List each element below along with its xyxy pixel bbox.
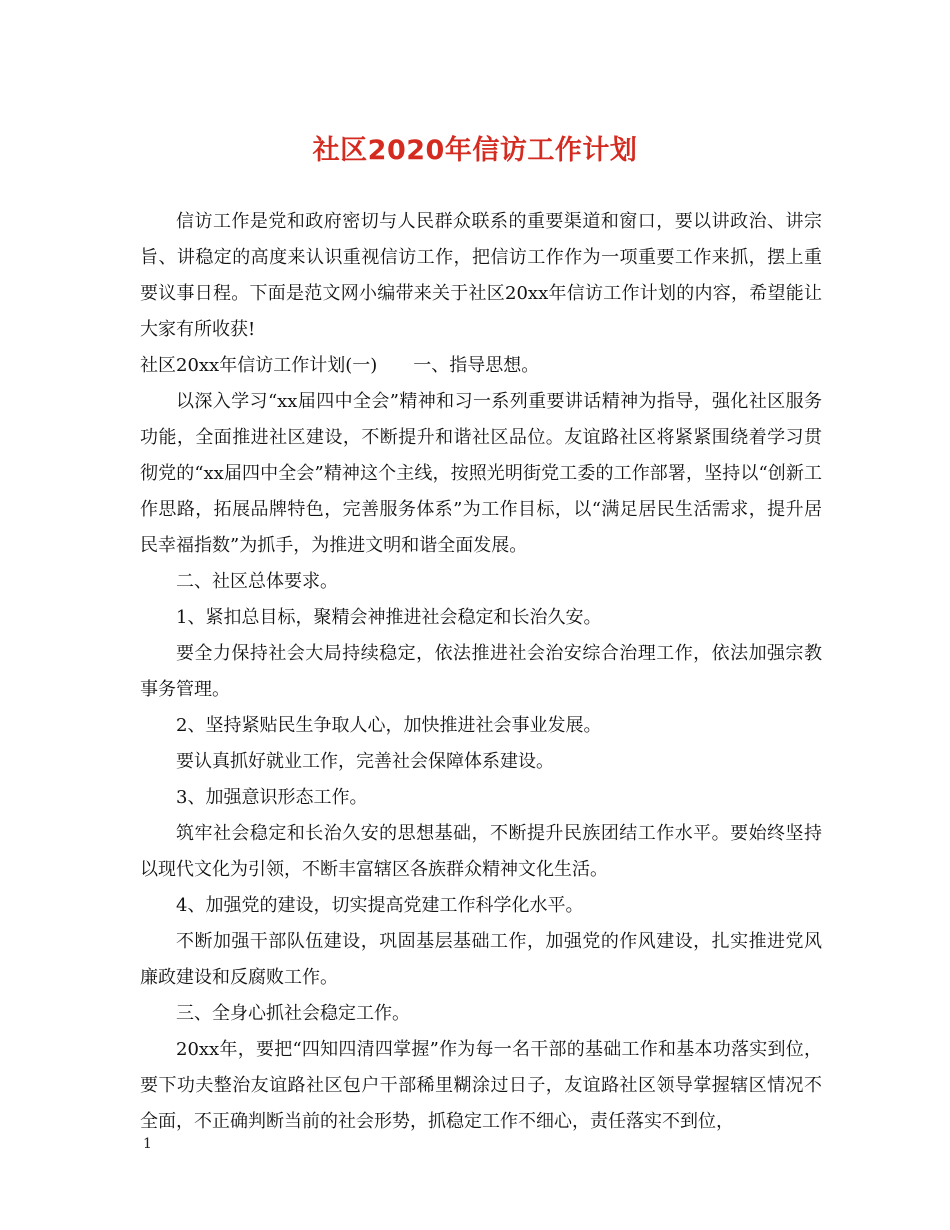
item-heading-3: 3、加强意识形态工作。	[176, 787, 368, 808]
document-title: 社区2020年信访工作计划	[312, 135, 638, 166]
page-number: 1	[143, 1136, 152, 1152]
section-heading-3: 三、全身心抓社会稳定工作。	[176, 1003, 410, 1024]
item-body-2: 要认真抓好就业工作，完善社会保障体系建设。	[176, 751, 554, 772]
plan-heading-line: 社区20xx年信访工作计划(一) 一、指导思想。	[140, 355, 540, 376]
item-body-3: 筑牢社会稳定和长治久安的思想基础，不断提升民族团结工作水平。要始终坚持以现代文化为引领，不断丰富辖区各族群众精神文化生活。	[140, 823, 822, 880]
item-heading-1: 1、紧扣总目标，聚精会神推进社会稳定和长治久安。	[176, 607, 602, 628]
item-heading-2: 2、坚持紧贴民生争取人心，加快推进社会事业发展。	[176, 715, 602, 736]
section-heading-2: 二、社区总体要求。	[176, 571, 338, 592]
intro-paragraph: 信访工作是党和政府密切与人民群众联系的重要渠道和窗口，要以讲政治、讲宗旨、讲稳定的高度来认识重视信访工作，把信访工作作为一项重要工作来抓，摆上重要议事日程。下面是范文网小编带来关于社区20xx年信访工作计划的内容，希望能让大家有所收获!	[140, 211, 822, 340]
guiding-thought-paragraph: 以深入学习“xx届四中全会”精神和习一系列重要讲话精神为指导，强化社区服务功能，全面推进社区建设，不断提升和谐社区品位。友谊路社区将紧紧围绕着学习贯彻党的“xx届四中全会”精神这个主线，按照光明街党工委的工作部署，坚持以“创新工作思路，拓展品牌特色，完善服务体系”为工作目标，以“满足居民生活需求，提升居民幸福指数”为抓手，为推进文明和谐全面发展。	[140, 391, 822, 556]
item-body-1: 要全力保持社会大局持续稳定，依法推进社会治安综合治理工作，依法加强宗教事务管理。	[140, 643, 822, 700]
item-body-4: 不断加强干部队伍建设，巩固基层基础工作，加强党的作风建设，扎实推进党风廉政建设和反腐败工作。	[140, 931, 822, 988]
document-body	[140, 204, 822, 1140]
section-3-body: 20xx年，要把“四知四清四掌握”作为每一名干部的基础工作和基本功落实到位，要下功夫整治友谊路社区包户干部稀里糊涂过日子，友谊路社区领导掌握辖区情况不全面，不正确判断当前的社会形势，抓稳定工作不细心，责任落实不到位，	[140, 1039, 822, 1132]
item-heading-4: 4、加强党的建设，切实提高党建工作科学化水平。	[176, 895, 584, 916]
